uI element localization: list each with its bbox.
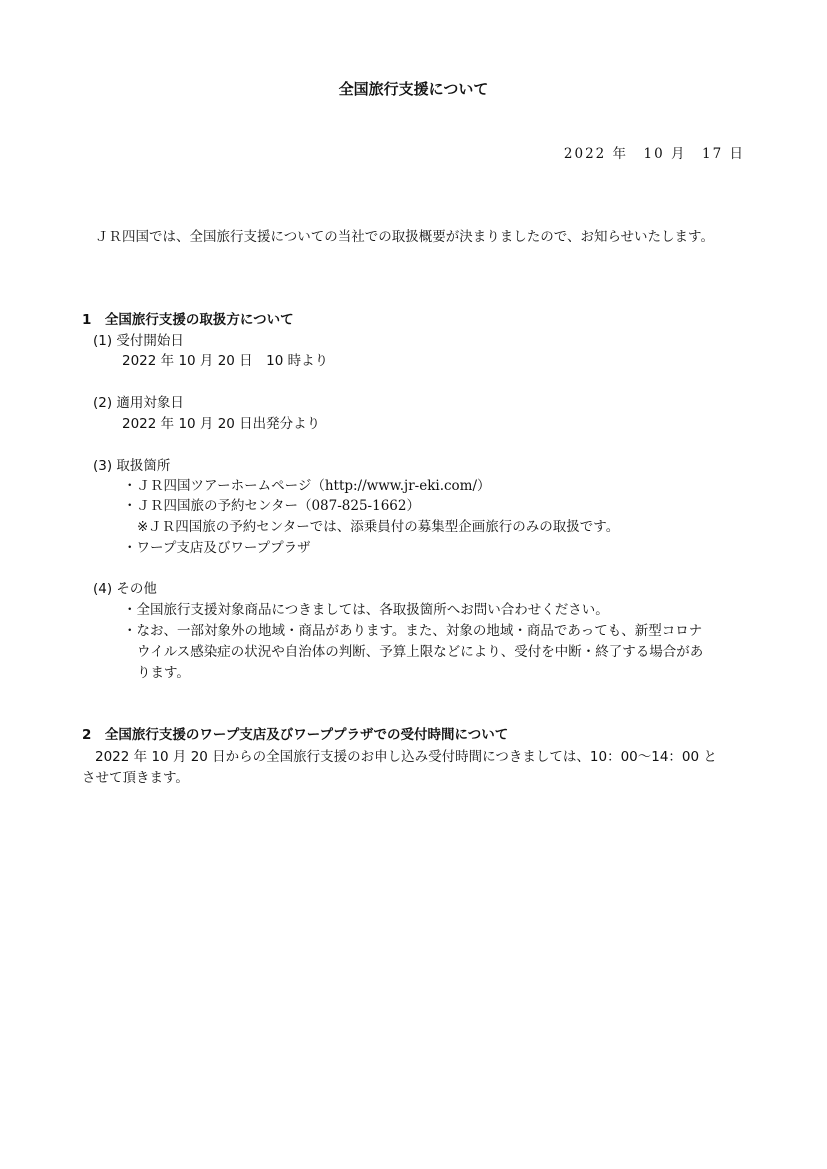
item3-bullet-website: ・ＪＲ四国ツアーホームページ（http://www.jr-eki.com/） xyxy=(123,478,491,494)
intro-text: ＪＲ四国では、全国旅行支援についての当社での取扱概要が決まりましたので、お知らせいたします。 xyxy=(95,229,714,245)
item3-note: ※ＪＲ四国旅の予約センターでは、添乗員付の募集型企画旅行のみの取扱です。 xyxy=(137,519,620,535)
item4-bullet2-line3: ります。 xyxy=(137,665,190,681)
section2-heading: 2 全国旅行支援のワープ支店及びワーププラザでの受付時間について xyxy=(82,727,509,743)
item4-bullet2-line1: ・なお、一部対象外の地域・商品があります。また、対象の地域・商品であっても、新型コロナ xyxy=(123,623,703,639)
item1-value: 2022 年 10 月 20 日 10 時より xyxy=(122,353,329,369)
section2-body-line2: させて頂きます。 xyxy=(82,770,189,786)
item3-bullet-warp: ・ワープ支店及びワーププラザ xyxy=(123,540,311,556)
section2-body-line1: 2022 年 10 月 20 日からの全国旅行支援のお申し込み受付時間につきましては、10：00～14：00 と xyxy=(95,749,717,765)
item3-bullet-center: ・ＪＲ四国旅の予約センター（087-825-1662） xyxy=(123,498,420,514)
issue-date: 2022 年 10 月 17 日 xyxy=(563,146,745,162)
item2-value: 2022 年 10 月 20 日出発分より xyxy=(122,416,321,432)
page-title: 全国旅行支援について xyxy=(338,80,489,98)
item4-label: (4) その他 xyxy=(93,581,157,597)
item4-bullet1: ・全国旅行支援対象商品につきましては、各取扱箇所へお問い合わせください。 xyxy=(123,602,609,618)
item1-label: (1) 受付開始日 xyxy=(93,333,184,349)
item2-label: (2) 適用対象日 xyxy=(93,395,184,411)
section1-heading: 1 全国旅行支援の取扱方について xyxy=(82,312,294,328)
item4-bullet2-line2: ウイルス感染症の状況や自治体の判断、予算上限などにより、受付を中断・終了する場合があ xyxy=(137,644,704,660)
item3-label: (3) 取扱箇所 xyxy=(93,458,171,474)
